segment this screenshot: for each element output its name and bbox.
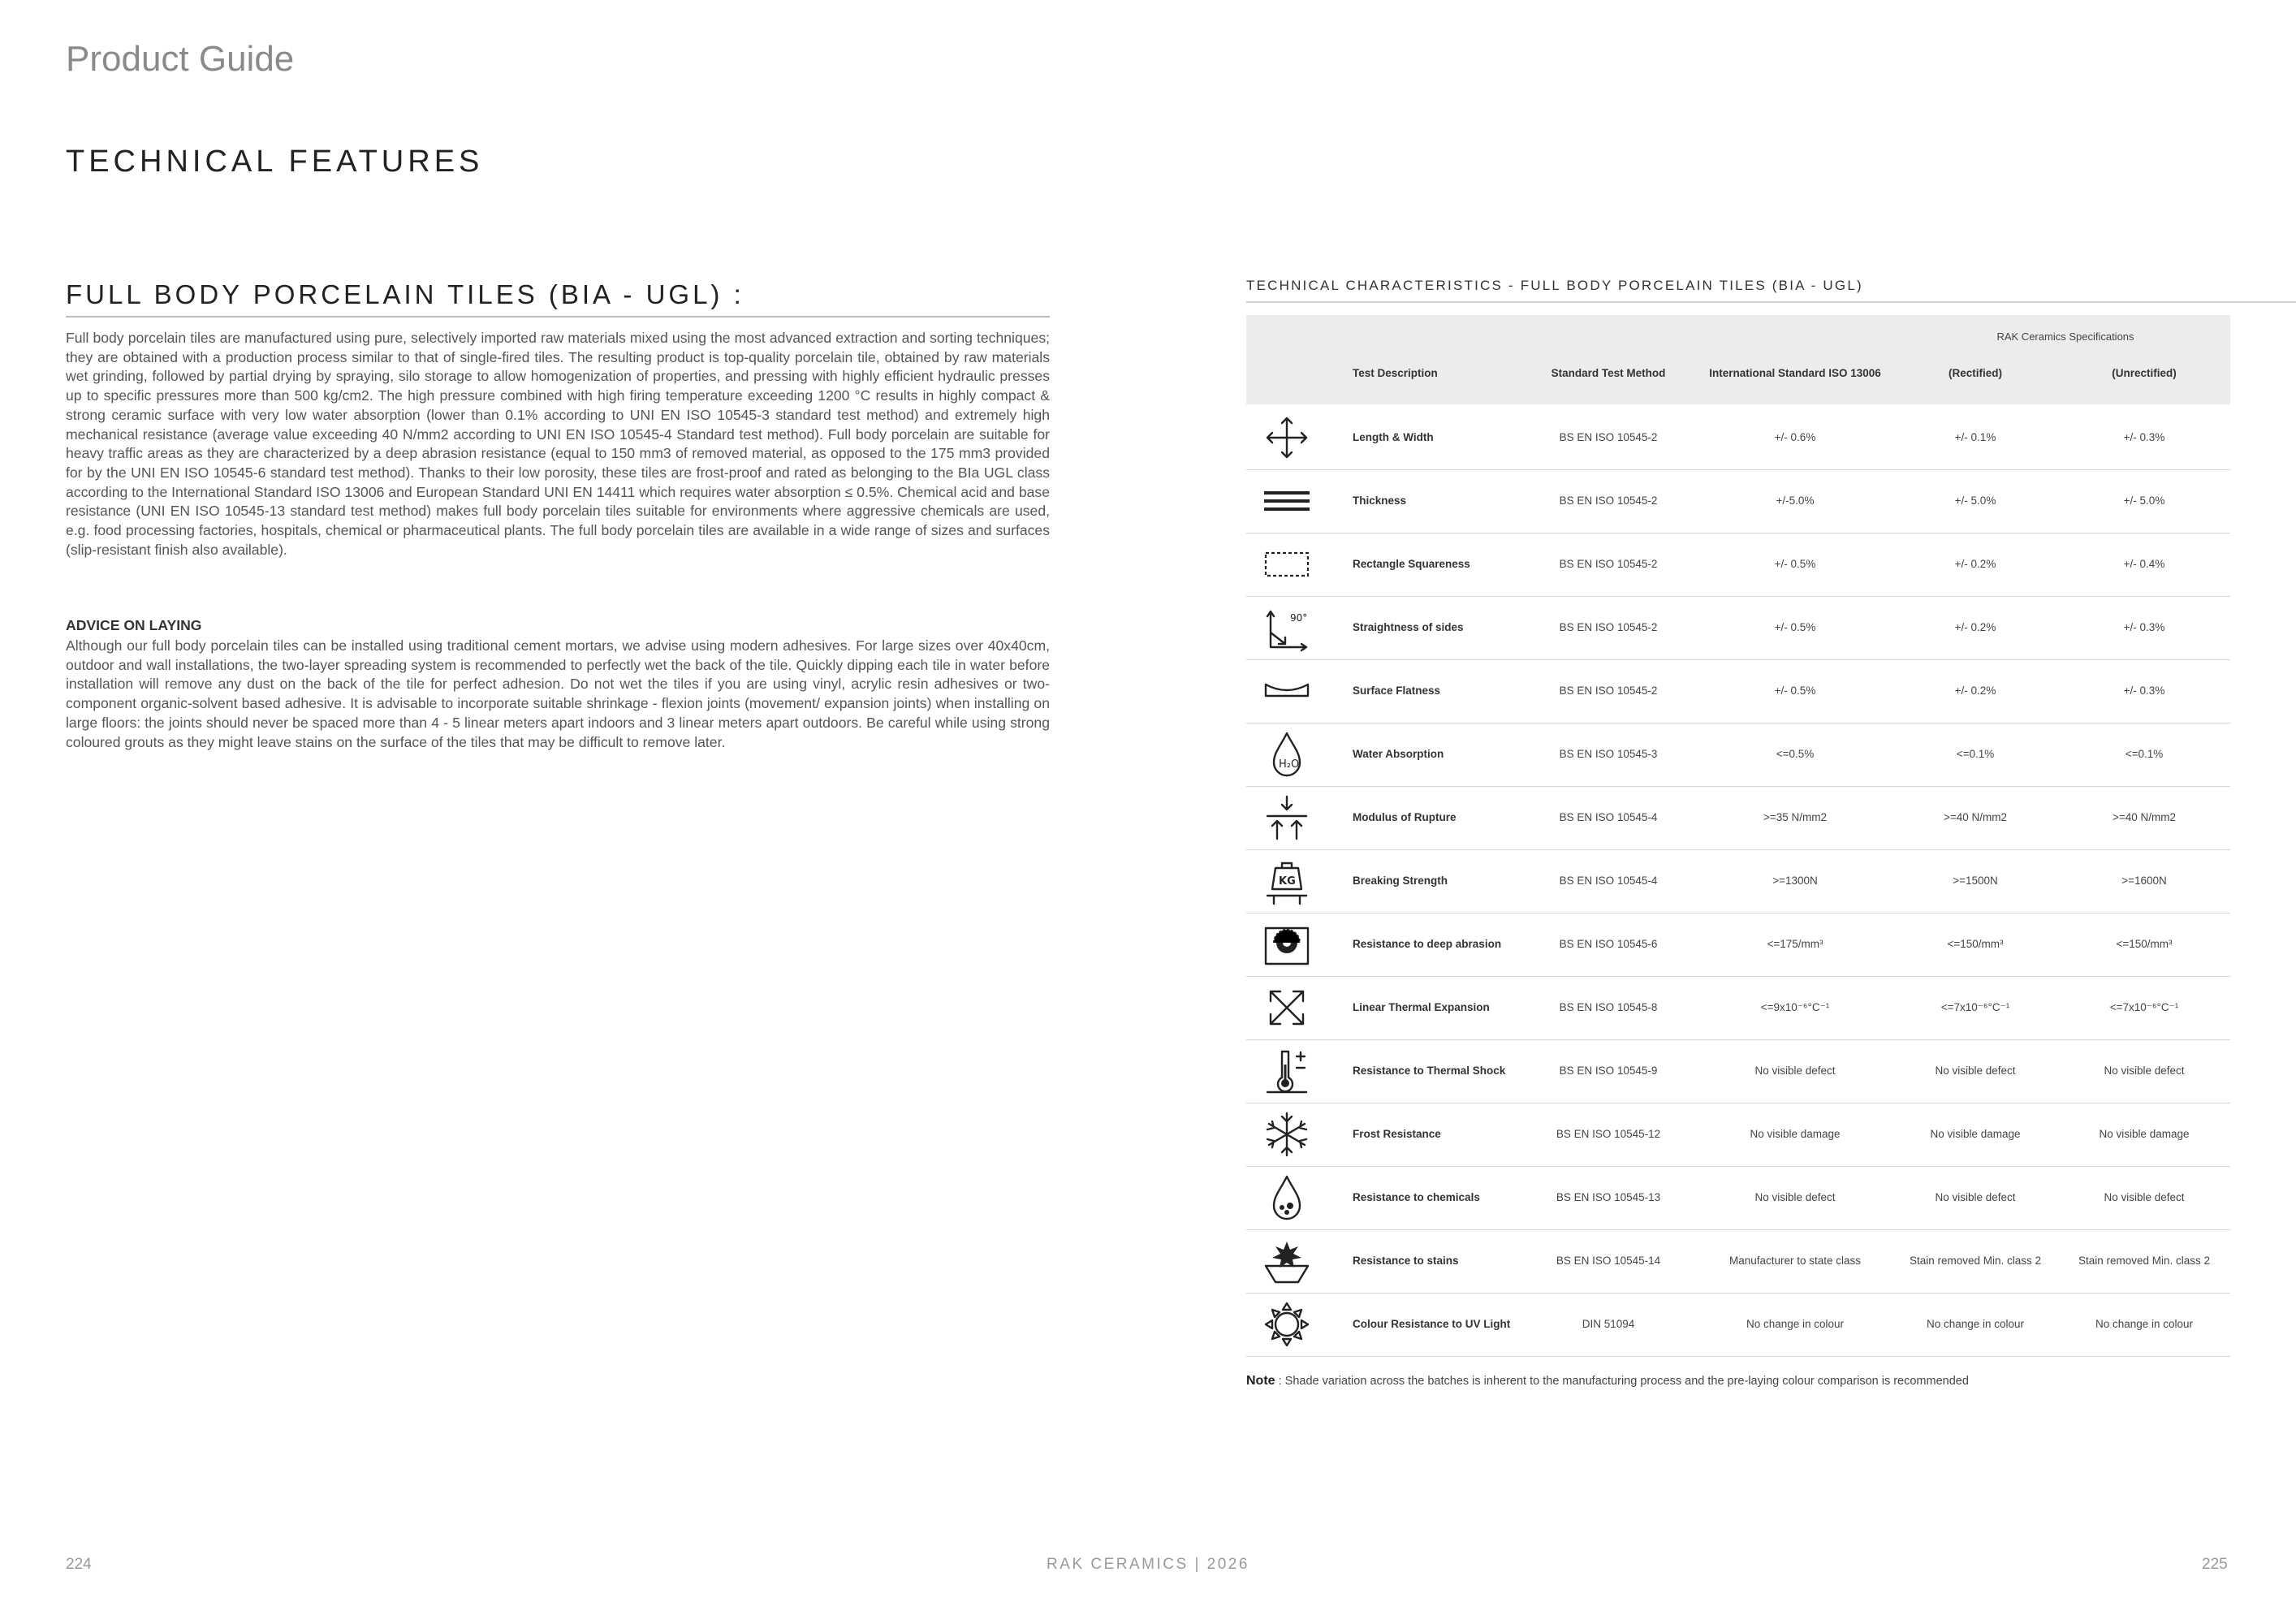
standard-test-method: BS EN ISO 10545-2 (1559, 431, 1658, 443)
table-row (1246, 913, 2230, 977)
iso-13006-value: No visible damage (1750, 1128, 1841, 1140)
stain-splash-icon (1262, 1237, 1311, 1285)
test-description: Breaking Strength (1353, 875, 1448, 887)
table-row (1246, 976, 2230, 1040)
unrectified-value: <=150/mm³ (2116, 938, 2173, 950)
iso-13006-value: +/- 0.5% (1774, 621, 1816, 633)
standard-test-method: BS EN ISO 10545-13 (1556, 1191, 1661, 1203)
iso-13006-value: >=35 N/mm2 (1763, 811, 1828, 823)
expansion-arrows-icon (1262, 983, 1311, 1032)
rectified-value: >=40 N/mm2 (1943, 811, 2008, 823)
note-text: : Shade variation across the batches is inherent to the manufacturing process and the pre-laying colour comparison is recommended (1275, 1375, 1969, 1388)
unrectified-value: No visible damage (2099, 1128, 2190, 1140)
table-note (1246, 1374, 1969, 1389)
rectified-value: <=150/mm³ (1947, 938, 2004, 950)
unrectified-value: +/- 0.4% (2123, 558, 2165, 570)
advice-paragraph: Although our full body porcelain tiles can be installed using traditional cement mortars, we advise using modern adhesives. For large sizes over 40x40cm, outdoor and wall installations, the two-layer spreading system is recommended to perfectly wet the back of the tile. Quickly dipping each tile in water before installation will remove any dust on the back of the tile for perfect adhesion. Do not wet the tiles if you are using vinyl, acrylic resin adhesives or two-component organic-solvent based adhesive. It is advisable to incorporate suitable shrinkage - flexion joints (movement/ expansion joints) when installing on large floors: the joints should never be spaced more than 4 - 5 linear meters apart indoors and 3 linear meters apart outdoors. Be careful while using strong coloured grouts as they might leave stains on the surface of the tiles that may be difficult to remove later. (66, 637, 1050, 750)
iso-13006-value: <=9x10⁻⁶°C⁻¹ (1760, 1001, 1830, 1013)
water-drop-icon (1262, 730, 1311, 779)
table-row (1246, 723, 2230, 787)
test-description: Thickness (1353, 495, 1407, 507)
test-description: Colour Resistance to UV Light (1353, 1318, 1511, 1330)
table-row (1246, 1166, 2230, 1230)
spec-group-label: RAK Ceramics Specifications (1996, 330, 2134, 343)
unrectified-value: <=7x10⁻⁶°C⁻¹ (2109, 1001, 2179, 1013)
rectified-value: +/- 5.0% (1954, 495, 1996, 507)
iso-13006-value: +/- 0.5% (1774, 685, 1816, 697)
iso-13006-value: >=1300N (1772, 875, 1818, 887)
rectified-value: No visible defect (1935, 1191, 2016, 1203)
divider (66, 316, 1050, 317)
rectified-value: <=7x10⁻⁶°C⁻¹ (1940, 1001, 2010, 1013)
chemical-drop-icon (1262, 1173, 1311, 1222)
column-header-test: Test Description (1353, 367, 1438, 379)
column-header-iso: International Standard ISO 13006 (1709, 367, 1881, 379)
abrasion-wheel-icon (1262, 920, 1311, 969)
divider (1246, 301, 2296, 303)
test-description: Frost Resistance (1353, 1128, 1441, 1140)
svg-text:90°: 90° (1290, 612, 1308, 624)
standard-test-method: BS EN ISO 10545-2 (1559, 495, 1658, 507)
standard-test-method: BS EN ISO 10545-4 (1559, 811, 1658, 823)
table-row (1246, 533, 2230, 597)
column-header-method: Standard Test Method (1551, 367, 1666, 379)
unrectified-value: >=40 N/mm2 (2112, 811, 2177, 823)
table-row (1246, 1229, 2230, 1294)
rectified-value: +/- 0.1% (1954, 431, 1996, 443)
standard-test-method: BS EN ISO 10545-2 (1559, 558, 1658, 570)
rectified-value: <=0.1% (1956, 748, 1995, 760)
rectified-value: No visible defect (1935, 1065, 2016, 1077)
standard-test-method: BS EN ISO 10545-14 (1556, 1255, 1661, 1267)
test-description: Modulus of Rupture (1353, 811, 1457, 823)
column-header-unrectified: (Unrectified) (2112, 367, 2177, 379)
iso-13006-value: +/- 0.6% (1774, 431, 1816, 443)
test-description: Resistance to deep abrasion (1353, 938, 1502, 950)
thickness-lines-icon (1262, 477, 1311, 525)
standard-test-method: BS EN ISO 10545-4 (1559, 875, 1658, 887)
rectified-value: No change in colour (1926, 1318, 2025, 1330)
standard-test-method: BS EN ISO 10545-2 (1559, 685, 1658, 697)
dashed-rectangle-icon (1262, 540, 1311, 589)
column-header-rectified: (Rectified) (1948, 367, 2002, 379)
iso-13006-value: No visible defect (1754, 1191, 1836, 1203)
unrectified-value: No visible defect (2104, 1065, 2185, 1077)
rectified-value: >=1500N (1953, 875, 1998, 887)
svg-text:KG: KG (1279, 875, 1296, 888)
standard-test-method: BS EN ISO 10545-9 (1559, 1065, 1658, 1077)
snowflake-icon (1262, 1110, 1311, 1159)
standard-test-method: BS EN ISO 10545-8 (1559, 1001, 1658, 1013)
weight-kg-icon (1262, 857, 1311, 905)
test-description: Linear Thermal Expansion (1353, 1001, 1490, 1013)
standard-test-method: BS EN ISO 10545-6 (1559, 938, 1658, 950)
unrectified-value: +/- 0.3% (2123, 621, 2165, 633)
table-row (1246, 849, 2230, 914)
iso-13006-value: +/-5.0% (1776, 495, 1815, 507)
iso-13006-value: No visible defect (1754, 1065, 1836, 1077)
subsection-title: FULL BODY PORCELAIN TILES (BIA - UGL) : (66, 279, 744, 309)
curved-surface-icon (1262, 667, 1311, 715)
page-number-right: 225 (2202, 1556, 2228, 1573)
unrectified-value: +/- 5.0% (2123, 495, 2165, 507)
test-description: Length & Width (1353, 431, 1434, 443)
table-row (1246, 659, 2230, 723)
table-row (1246, 1293, 2230, 1357)
iso-13006-value: No change in colour (1746, 1318, 1845, 1330)
test-description: Resistance to stains (1353, 1255, 1459, 1267)
iso-13006-value: Manufacturer to state class (1728, 1255, 1862, 1267)
table-row (1246, 469, 2230, 533)
standard-test-method: BS EN ISO 10545-3 (1559, 748, 1658, 760)
rectified-value: +/- 0.2% (1954, 621, 1996, 633)
thermometer-icon (1262, 1047, 1311, 1095)
table-title: TECHNICAL CHARACTERISTICS - FULL BODY PORCELAIN TILES (BIA - UGL) (1246, 278, 1863, 293)
unrectified-value: >=1600N (2121, 875, 2167, 887)
pressure-arrows-icon (1262, 793, 1311, 842)
rectified-value: +/- 0.2% (1954, 558, 1996, 570)
test-description: Resistance to Thermal Shock (1353, 1065, 1506, 1077)
standard-test-method: BS EN ISO 10545-2 (1559, 621, 1658, 633)
table-row (1246, 596, 2230, 660)
body-paragraph: Full body porcelain tiles are manufactured using pure, selectively imported raw materials mixed using the most advanced extraction and sorting techniques; they are obtained with a production process similar to that of single-fired tiles. The resulting product is top-quality porcelain tile, obtained by raw materials wet grinding, followed by partial drying by spraying, silo storage to allow homogenization of properties, and pressing with highly efficient hydraulic presses up to specific pressures more than 500 kg/cm2. The high pressure combined with high firing temperature exceeding 1200 °C results in highly compact & strong ceramic surface with very low water absorption (lower than 0.1% according to UNI EN ISO 10545-3 standard test method) and extremely high mechanical resistance (average value exceeding 40 N/mm2 according to UNI EN ISO 10545-4 Standard test method). Full body porcelain are suitable for heavy traffic areas as they are characterized by a deep abrasion resistance (equal to 150 mm3 of removed material, as opposed to the 175 mm3 provided for by the UNI EN ISO 10545-6 standard test method). Thanks to their low porosity, these tiles are frost-proof and rated as belonging to the BIa UGL class according to the International Standard ISO 13006 and European Standard UNI EN 14411 which requires water absorption ≤ 0.5%. Chemical acid and base resistance (UNI EN ISO 10545-13 standard test method) makes full body porcelain tiles suitable for environments where aggressive chemicals are used, e.g. food processing factories, hospitals, chemical or pharmaceutical plants. The full body porcelain tiles are available in a wide range of sizes and surfaces (slip-resistant finish also available). (66, 330, 1050, 558)
note-label: Note (1246, 1374, 1275, 1388)
test-description: Resistance to chemicals (1353, 1191, 1480, 1203)
test-description: Rectangle Squareness (1353, 558, 1470, 570)
rectified-value: No visible damage (1930, 1128, 2021, 1140)
test-description: Water Absorption (1353, 748, 1444, 760)
footer-brand: RAK CERAMICS | 2026 (1047, 1556, 1249, 1573)
page-header-title: Product Guide (66, 39, 295, 79)
standard-test-method: DIN 51094 (1582, 1318, 1635, 1330)
table-row (1246, 1039, 2230, 1104)
svg-text:H₂O: H₂O (1279, 758, 1300, 771)
iso-13006-value: <=175/mm³ (1767, 938, 1823, 950)
unrectified-value: +/- 0.3% (2123, 685, 2165, 697)
rectified-value: Stain removed Min. class 2 (1909, 1255, 2042, 1267)
iso-13006-value: +/- 0.5% (1774, 558, 1816, 570)
unrectified-value: +/- 0.3% (2123, 431, 2165, 443)
sun-uv-icon (1262, 1300, 1311, 1349)
page-number-left: 224 (66, 1556, 92, 1573)
test-description: Straightness of sides (1353, 621, 1464, 633)
unrectified-value: No change in colour (2095, 1318, 2194, 1330)
unrectified-value: No visible defect (2104, 1191, 2185, 1203)
table-header-band (1246, 315, 2230, 404)
table-row (1246, 406, 2230, 470)
advice-heading: ADVICE ON LAYING (66, 617, 202, 633)
iso-13006-value: <=0.5% (1776, 748, 1815, 760)
table-row (1246, 786, 2230, 850)
unrectified-value: Stain removed Min. class 2 (2078, 1255, 2211, 1267)
rectified-value: +/- 0.2% (1954, 685, 1996, 697)
section-title: TECHNICAL FEATURES (66, 145, 484, 179)
standard-test-method: BS EN ISO 10545-12 (1556, 1128, 1661, 1140)
unrectified-value: <=0.1% (2125, 748, 2164, 760)
arrows-cross-icon (1262, 413, 1311, 462)
right-angle-icon (1262, 603, 1311, 652)
test-description: Surface Flatness (1353, 685, 1441, 697)
table-row (1246, 1103, 2230, 1167)
